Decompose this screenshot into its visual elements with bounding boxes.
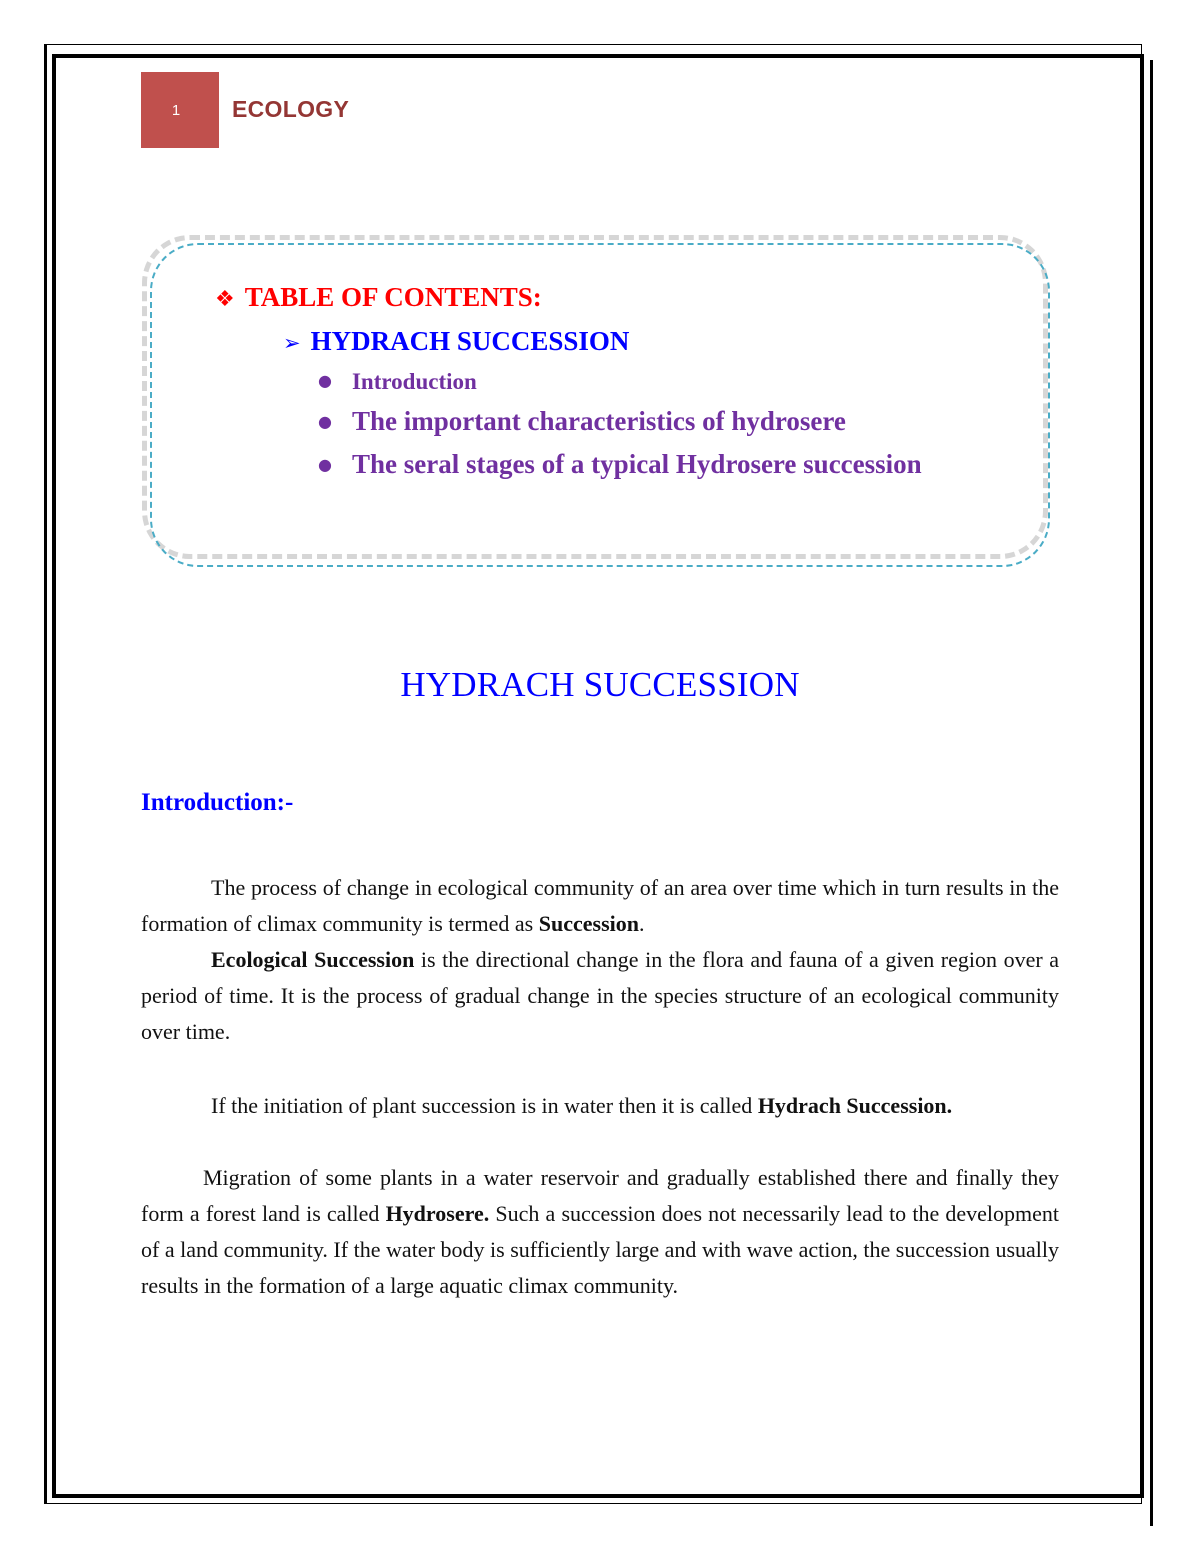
page-number-badge (141, 72, 219, 148)
paragraph-hydrach (141, 1088, 1059, 1124)
page-title: HYDRACH SUCCESSION (400, 665, 800, 704)
toc-item-characteristics[interactable] (318, 406, 846, 437)
header-title: ECOLOGY (232, 96, 350, 122)
p1-bold: Succession (538, 911, 639, 936)
page-border-right-line (1150, 60, 1153, 1526)
diamond-flower-icon: ❖ (215, 287, 235, 312)
toc-item-label: The seral stages of a typical Hydrosere succession (351, 449, 922, 479)
p4-bold: Hydrosere. (385, 1201, 490, 1226)
toc-section (283, 326, 629, 357)
p3-text: If the initiation of plant succession is in water then it is called (211, 1093, 758, 1118)
p1-text: The process of change in ecological community of an area over time which in turn results in the formation of climax community is termed as (141, 875, 1059, 936)
bullet-icon: ● (318, 412, 332, 431)
p2-bold: Ecological Succession (211, 947, 415, 972)
paragraph-definition (141, 870, 1059, 942)
toc-heading (215, 282, 542, 313)
page-number: 1 (171, 101, 181, 119)
toc-section-text: HYDRACH SUCCESSION (310, 326, 630, 356)
intro-heading: Introduction:- (141, 789, 294, 816)
toc-heading-text: TABLE OF CONTENTS: (244, 282, 542, 312)
bullet-icon: ● (318, 455, 332, 474)
p2-text: is the directional change in the flora and fauna of a given region over a period of time. It is the process of gradual change in the species structure of an ecological community over time. (141, 947, 1059, 1044)
paragraph-ecological-succession (141, 942, 1059, 1050)
toc-item-seral-stages[interactable] (318, 449, 922, 480)
arrowhead-icon: ➢ (283, 331, 301, 355)
p4-text-1: Migration of some plants in a water reservoir and gradually established there and finally they form a forest land is called (141, 1165, 1059, 1226)
toc-item-label: The important characteristics of hydrosere (351, 406, 846, 436)
paragraph-hydrosere (141, 1160, 1059, 1304)
toc-item-label: Introduction (351, 369, 477, 394)
bullet-icon: ● (318, 371, 332, 390)
toc-item-introduction[interactable] (318, 369, 477, 395)
p3-bold: Hydrach Succession. (757, 1093, 953, 1118)
p4-text-2: Such a succession does not necessarily lead to the development of a land community. If the water body is sufficiently large and with wave action, the succession usually results in the formation of a large aquatic climax community. (141, 1201, 1059, 1298)
p1-end: . (639, 911, 645, 936)
